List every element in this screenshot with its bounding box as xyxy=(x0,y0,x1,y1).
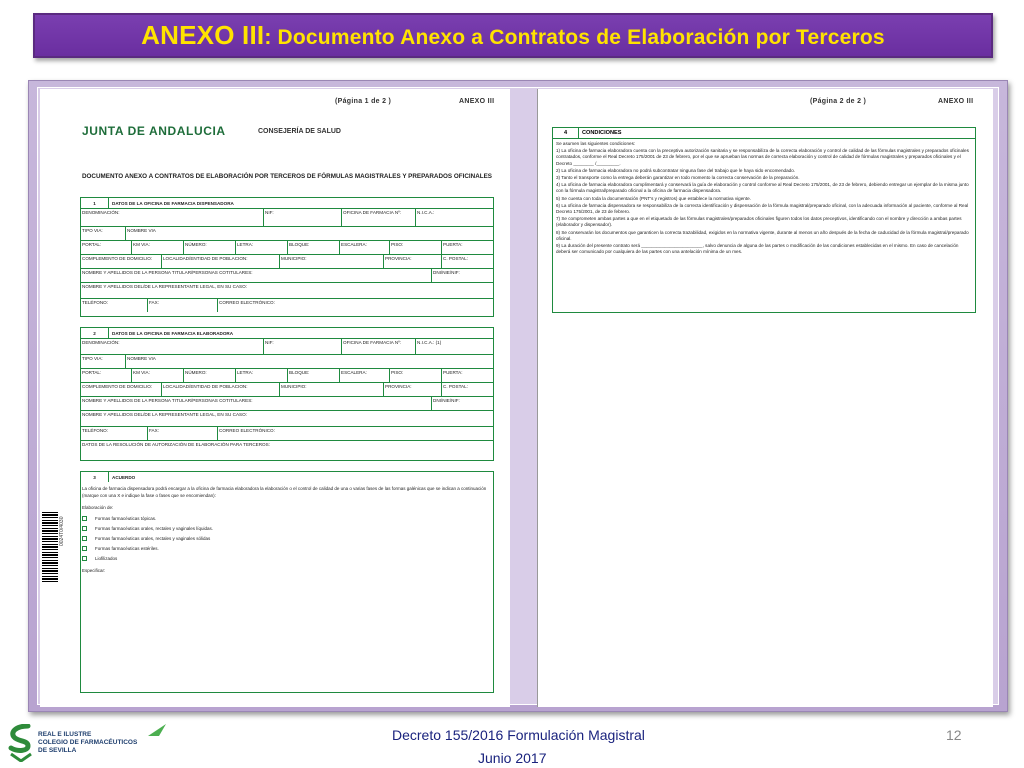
nica-field[interactable]: N.I.C.A.: (1) xyxy=(415,339,493,354)
option-label: Formas farmacéuticas orales, rectales y vaginales líquidas. xyxy=(95,526,214,531)
letra-field[interactable]: LETRA: xyxy=(235,369,287,382)
denominacion-field[interactable]: DENOMINACIÓN: xyxy=(82,210,120,215)
conditions-body xyxy=(553,139,975,258)
complemento-field[interactable]: COMPLEMENTO DE DOMICILIO: xyxy=(82,256,153,261)
puerta-field[interactable]: PUERTA: xyxy=(441,241,493,254)
option-checkbox[interactable] xyxy=(82,556,87,561)
college-name-line: REAL E ILUSTRE xyxy=(38,731,92,738)
title-rest: : Documento Anexo a Contratos de Elaboración por Terceros xyxy=(264,26,885,49)
especificar-label: Especificar: xyxy=(82,568,106,573)
form-page-2 xyxy=(537,89,993,707)
tipo-via-field[interactable]: TIPO VIA: xyxy=(82,228,103,233)
consejeria-label: CONSEJERÍA DE SALUD xyxy=(258,128,341,135)
fax-field[interactable]: FAX: xyxy=(147,299,217,312)
junta-logo: JUNTA DE ANDALUCIA xyxy=(82,124,226,138)
representante-field[interactable]: NOMBRE Y APELLIDOS DEL/DE LA REPRESENTANTE LEGAL, EN SU CASO: xyxy=(82,284,247,289)
municipio-field[interactable]: MUNICIPIO: xyxy=(279,383,383,396)
form-row xyxy=(81,282,493,298)
form-row xyxy=(81,268,493,282)
nif-field[interactable]: NIF: xyxy=(263,209,341,226)
option-label: Formas farmacéuticas tópicas. xyxy=(95,516,157,521)
college-name-line: DE SEVILLA xyxy=(38,747,77,754)
numero-field[interactable]: NÚMERO: xyxy=(183,241,235,254)
footer-date: Junio 2017 xyxy=(478,750,547,766)
correo-field[interactable]: CORREO ELECTRÓNICO: xyxy=(217,299,493,312)
leaf-icon xyxy=(147,723,167,737)
form-row xyxy=(81,254,493,268)
footer-title: Decreto 155/2016 Formulación Magistral xyxy=(392,727,645,743)
escalera-field[interactable]: ESCALERA: xyxy=(339,369,389,382)
acuerdo-intro: La oficina de farmacia dispensadora podrá encargar a la oficina de farmacia elaboradora la elaboración o el control de calidad de una o varias fases de las formas galénicas que se indican a continuación (marque con una X e indique la fase o fases que se encomiendan): xyxy=(82,486,487,498)
nombre-via-field[interactable]: NOMBRE VIA xyxy=(125,355,493,368)
nif-field[interactable]: NIF: xyxy=(263,339,341,354)
form-row xyxy=(81,426,493,440)
option-checkbox[interactable] xyxy=(82,526,87,531)
option-label: Formas farmacéuticas orales, rectales y vaginales sólidas xyxy=(95,536,211,541)
section-1-form xyxy=(80,197,494,317)
option-row xyxy=(82,526,213,533)
localidad-field[interactable]: LOCALIDAD/ENTIDAD DE POBLACION: xyxy=(161,383,279,396)
section-3-header xyxy=(81,472,493,482)
option-checkbox[interactable] xyxy=(82,546,87,551)
representante-field[interactable]: NOMBRE Y APELLIDOS DEL/DE LA REPRESENTANTE LEGAL, EN SU CASO: xyxy=(82,412,247,417)
condition-item: 6) La oficina de farmacia dispensadora se responsabiliza de la correcta identificación y dispensación de la fórmula magistral/preparado oficinal, con la adecuada información al paciente, conforme al Real Decreto 175/2001, de 23 de febrero. xyxy=(556,202,969,215)
telefono-field[interactable]: TELÉFONO: xyxy=(82,428,109,433)
escalera-field[interactable]: ESCALERA: xyxy=(339,241,389,254)
localidad-field[interactable]: LOCALIDAD/ENTIDAD DE POBLACION: xyxy=(161,255,279,268)
telefono-field[interactable]: TELÉFONO: xyxy=(82,300,109,305)
college-name-line: COLEGIO DE FARMACÉUTICOS xyxy=(38,739,138,746)
portal-field[interactable]: PORTAL: xyxy=(82,242,102,247)
section-number: 4 xyxy=(553,128,579,138)
provincia-field[interactable]: PROVINCIA: xyxy=(383,383,441,396)
condition-item: 1) La oficina de farmacia elaboradora cuenta con la preceptiva autorización sanitaria y se responsabiliza de la correcta elaboración y control de calidad de las fórmulas magistrales y preparados oficinales contratados, conforme el Real Decreto 175/2001 de 23 de febrero, por el que se aprueban las normas de correcta elaboración y control de calidad de fórmulas magistrales y preparados oficinales y el Decreto ________ /_________. xyxy=(556,148,969,166)
barcode-number: 0024T0/4030 xyxy=(59,516,65,546)
resolucion-field[interactable]: DATOS DE LA RESOLUCIÓN DE AUTORIZACIÓN DE ELABORACIÓN PARA TERCEROS: xyxy=(82,442,270,447)
complemento-field[interactable]: COMPLEMENTO DE DOMICILIO: xyxy=(82,384,153,389)
section-label: DATOS DE LA OFICINA DE FARMACIA ELABORADORA xyxy=(112,330,234,336)
section-2-form xyxy=(80,327,494,461)
section-label: ACUERDO xyxy=(112,474,136,480)
form-row xyxy=(81,410,493,426)
option-row xyxy=(82,556,117,563)
form-page-1 xyxy=(40,89,510,707)
section-number: 3 xyxy=(81,472,109,482)
option-label: Liofilizados xyxy=(95,556,118,561)
document-title: DOCUMENTO ANEXO A CONTRATOS DE ELABORACIÓN POR TERCEROS DE FÓRMULAS MAGISTRALES Y PREPARADOS OFICINALES xyxy=(81,173,493,180)
title-prefix: ANEXO III xyxy=(141,20,265,50)
numero-field[interactable]: NÚMERO: xyxy=(183,369,235,382)
title-banner xyxy=(33,13,993,58)
option-label: Formas farmacéuticas estériles. xyxy=(95,546,159,551)
dni-field[interactable]: DNI/NIE/NIF: xyxy=(431,269,493,282)
form-row xyxy=(81,298,493,312)
form-row xyxy=(81,440,493,454)
option-checkbox[interactable] xyxy=(82,536,87,541)
conditions-intro: Se asumen las siguientes condiciones: xyxy=(556,141,636,146)
cpostal-field[interactable]: C. POSTAL: xyxy=(441,255,493,268)
portal-field[interactable]: PORTAL: xyxy=(82,370,102,375)
dni-field[interactable]: DNI/NIE/NIF: xyxy=(431,397,493,410)
correo-field[interactable]: CORREO ELECTRÓNICO: xyxy=(217,427,493,440)
college-name xyxy=(38,731,137,755)
nica-field[interactable]: N.I.C.A.: xyxy=(415,209,493,226)
condition-item: 4) La oficina de farmacia elaboradora cumplimentará y conservará la guía de elaboración y control conforme al Real Decreto 175/2001, de 23 de febrero, debiendo entregar un ejemplar de la misma junto con la fórmula magistral/preparado oficinal a la oficina de farmacia dispensadora. xyxy=(556,182,969,194)
km-via-field[interactable]: KM VIA: xyxy=(131,369,183,382)
conditions-header xyxy=(553,128,975,139)
slide-title xyxy=(141,20,885,51)
condition-item: 5) Se cuenta con toda la documentación (PNT's y registros) que establece la normativa vigente. xyxy=(556,195,751,201)
denominacion-field[interactable]: DENOMINACIÓN: xyxy=(82,340,120,345)
section-1-header xyxy=(81,198,493,208)
form-row xyxy=(81,338,493,354)
option-row xyxy=(82,516,156,523)
section-label: DATOS DE LA OFICINA DE FARMACIA DISPENSADORA xyxy=(112,200,234,206)
piso-field[interactable]: PISO: xyxy=(389,241,441,254)
condition-item: 2) La oficina de farmacia elaboradora no podrá subcontratar ninguna fase del trabajo que le haya sido encomendado. xyxy=(556,167,796,173)
condition-item: 7) Se comprometen ambas partes a que en el etiquetado de las fórmulas magistrales/preparados oficinales figuren todos los datos preceptivos, identificando con el nombre y dirección a ambas partes (elaborador y dispensador). xyxy=(556,216,962,228)
page-header: (Página 2 de 2 ) xyxy=(810,98,867,105)
form-row xyxy=(81,382,493,396)
option-checkbox[interactable] xyxy=(82,516,87,521)
piso-field[interactable]: PISO: xyxy=(389,369,441,382)
form-row xyxy=(81,226,493,240)
form-row xyxy=(81,368,493,382)
bloque-field[interactable]: BLOQUE: xyxy=(287,369,339,382)
condition-item: 8) Se conservarán los documentos que garanticen la correcta trazabilidad, exigidos en la normativa vigente, durante al menos un año después de la fecha de caducidad de la fórmula magistral/preparado oficinal. xyxy=(556,229,969,241)
form-row xyxy=(81,240,493,254)
letra-field[interactable]: LETRA: xyxy=(235,241,287,254)
slide-number: 12 xyxy=(946,727,962,743)
form-row xyxy=(81,354,493,368)
section-label: CONDICIONES xyxy=(582,130,622,136)
titular-field[interactable]: NOMBRE Y APELLIDOS DE LA PERSONA TITULAR/PERSONAS COTITULARES: xyxy=(82,398,253,403)
oficina-num-field[interactable]: OFICINA DE FARMACIA Nº: xyxy=(341,339,415,354)
form-row xyxy=(81,396,493,410)
fax-field[interactable]: FAX: xyxy=(147,427,217,440)
section-3-form xyxy=(80,471,494,693)
municipio-field[interactable]: MUNICIPIO: xyxy=(279,255,383,268)
barcode xyxy=(42,510,58,582)
condition-item: 3) Tanto el transporte como la entrega deberán garantizar en todo momento la correcta conservación de la preparación. xyxy=(556,175,800,181)
condition-item: 9) La duración del presente contrato será ________________________, salvo denuncia de alguna de las partes o modificación de las condiciones establecidas en el mismo. En caso de cancelación deberá ser comunicado por cualquiera de las partes con una antelación mínima de un mes. xyxy=(556,243,959,255)
titular-field[interactable]: NOMBRE Y APELLIDOS DE LA PERSONA TITULAR/PERSONAS COTITULARES: xyxy=(82,270,253,275)
cpostal-field[interactable]: C. POSTAL: xyxy=(441,383,493,396)
conditions-section xyxy=(552,127,976,313)
form-row xyxy=(81,208,493,226)
college-logo-icon xyxy=(6,724,36,762)
km-via-field[interactable]: KM VIA: xyxy=(131,241,183,254)
provincia-field[interactable]: PROVINCIA: xyxy=(383,255,441,268)
option-row xyxy=(82,546,159,553)
page-header: (Página 1 de 2 ) xyxy=(335,98,392,105)
elaboracion-label: Elaboración de: xyxy=(82,505,114,510)
oficina-num-field[interactable]: OFICINA DE FARMACIA Nº: xyxy=(341,209,415,226)
annex-label: ANEXO III xyxy=(938,98,974,105)
section-number: 1 xyxy=(81,198,109,208)
nombre-via-field[interactable]: NOMBRE VIA xyxy=(125,227,493,240)
section-2-header xyxy=(81,328,493,338)
option-row xyxy=(82,536,210,543)
bloque-field[interactable]: BLOQUE: xyxy=(287,241,339,254)
tipo-via-field[interactable]: TIPO VIA: xyxy=(82,356,103,361)
annex-label: ANEXO III xyxy=(459,98,495,105)
section-number: 2 xyxy=(81,328,109,338)
puerta-field[interactable]: PUERTA: xyxy=(441,369,493,382)
